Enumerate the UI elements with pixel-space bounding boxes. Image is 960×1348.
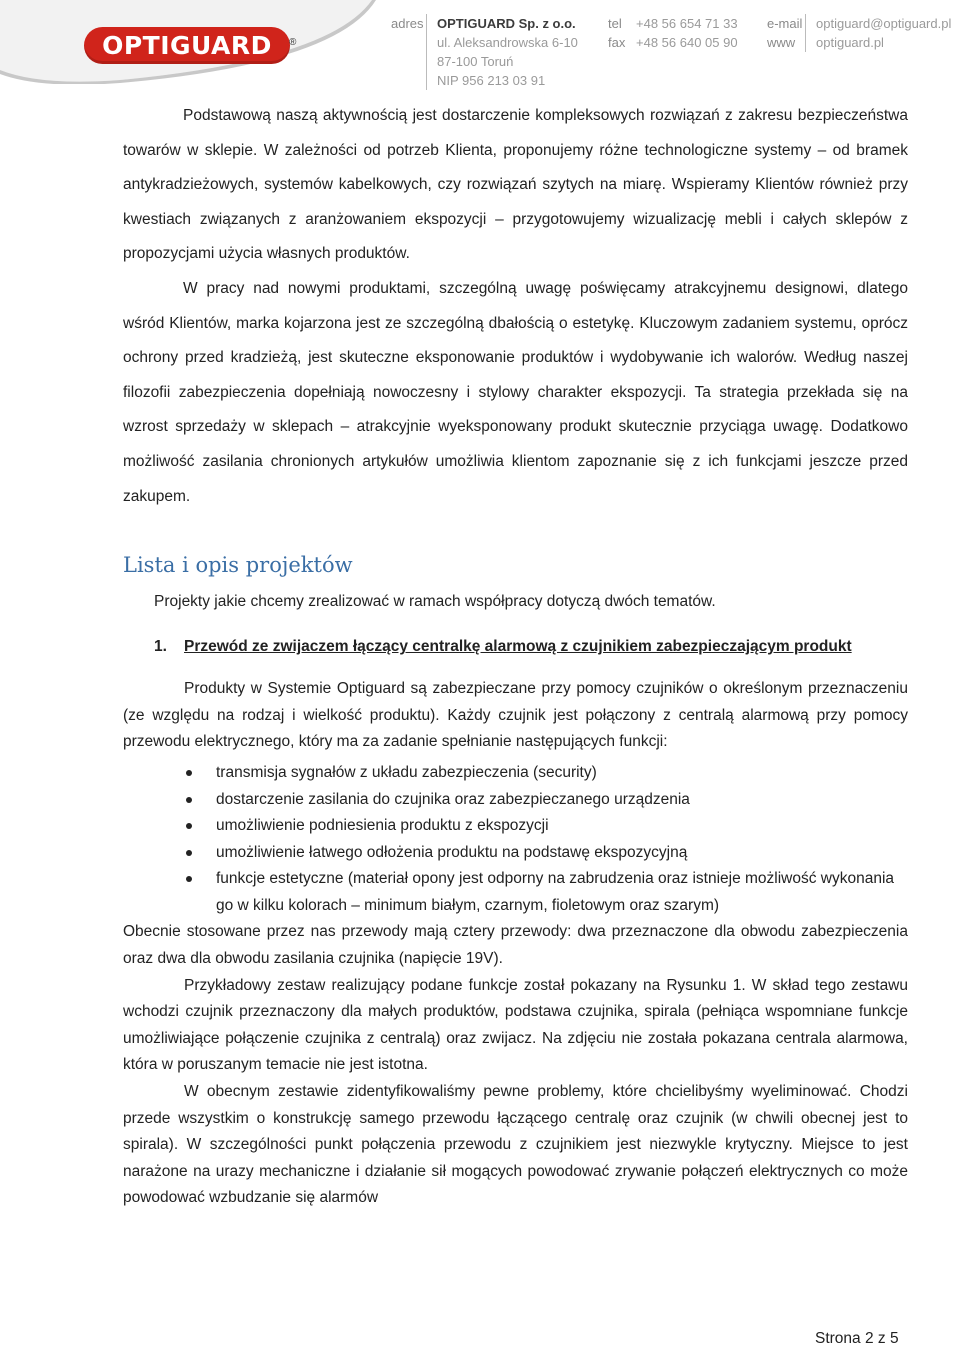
web-values bbox=[805, 14, 951, 52]
phone-labels: tel fax bbox=[608, 16, 626, 50]
intro-paragraph-1: Podstawową naszą aktywnością jest dostarczenie kompleksowych rozwiązań z zakresu bezpieczeństwa towarów w sklepie. W zależności od potrzeb Klienta, proponujemy różne technologiczne systemy – od bramek antykradzieżowych, systemów kabelkowych, czy rozwiązań szytych na miarę. Wspieramy Klientów również przy kwestiach związanych z aranżowaniem ekspozycji – przygotowujemy wizualizację mebli i całych sklepów z propozycjami użycia własnych produktów. bbox=[123, 107, 908, 263]
list-item: dostarczenie zasilania do czujnika oraz zabezpieczanego urządzenia bbox=[123, 787, 908, 814]
list-item: umożliwienie podniesienia produktu z ekspozycji bbox=[123, 813, 908, 840]
list-item: funkcje estetyczne (materiał opony jest odporny na zabrudzenia oraz istnieje możliwość wykonania go w kilku kolorach – minimum białym, czarnym, fioletowym oraz szarym) bbox=[123, 866, 908, 919]
page-number: Strona 2 z 5 bbox=[815, 1330, 899, 1347]
web-labels: e-mail www bbox=[767, 16, 803, 50]
optiguard-logo bbox=[84, 27, 290, 64]
project-paragraph-2: Obecnie stosowane przez nas przewody mają cztery przewody: dwa przeznaczone dla obwodu zabezpieczenia oraz dwa dla obwodu zasilania czujnika (napięcie 19V). bbox=[123, 923, 908, 968]
address-city: 87-100 Toruń bbox=[437, 54, 514, 69]
www-link[interactable]: optiguard.pl bbox=[816, 35, 884, 50]
tel-number: +48 56 654 71 33 bbox=[636, 16, 738, 31]
page-body bbox=[123, 99, 908, 1212]
list-item: umożliwienie łatwego odłożenia produktu na podstawę ekspozycyjną bbox=[123, 840, 908, 867]
project-number: 1. bbox=[154, 638, 167, 656]
project-paragraph-4: W obecnym zestawie zidentyfikowaliśmy pewne problemy, które chcielibyśmy wyeliminować. Chodzi przede wszystkim o konstrukcję samego przewodu łączącego centralę oraz czujnik (w chwili obecnej jest to spirala). W szczególności punkt połączenia przewodu z czujnikiem jest niezwykle krytyczny. Miejsce to jest narażone na urazy mechaniczne i działanie sił mogących powodować zrywanie połączeń elektrycznych co może powodować wzbudzanie się alarmów bbox=[123, 1083, 908, 1207]
letterhead bbox=[0, 0, 960, 88]
company-name: OPTIGUARD Sp. z o.o. bbox=[437, 16, 576, 31]
fax-number: +48 56 640 05 90 bbox=[636, 35, 738, 50]
intro-paragraph-2: W pracy nad nowymi produktami, szczególną uwagę poświęcamy atrakcyjnemu designowi, dlatego wśród Klientów, marka kojarzona jest ze szczególną dbałością o estetykę. Kluczowym zadaniem systemu, oprócz ochrony przed kradzieżą, jest skuteczne eksponowanie produktów i wydobywanie ich walorów. Według naszej filozofii zabezpieczenia dopełniają nowoczesny i stylowy charakter ekspozycji. Ta strategia przekłada się na wzrost sprzedaży w sklepach – atrakcyjnie wyeksponowany produkt skutecznie przyciąga uwagę. Dodatkowo możliwość zasilania chronionych artykułów umożliwia klientom zapoznanie się z ich funkcjami jeszcze przed zakupem. bbox=[123, 279, 908, 505]
address-label: adres bbox=[391, 16, 424, 31]
address-street: ul. Aleksandrowska 6-10 bbox=[437, 35, 578, 50]
project-paragraph-3: Przykładowy zestaw realizujący podane funkcje został pokazany na Rysunku 1. W skład tego zestawu wchodzi czujnik przeznaczony dla małych produktów, podstawa czujnika, spirala (pełniąca wspomniane funkcje umożliwiające połączenie czujnika z centralą) oraz zwijacz. Na zdjęciu nie została pokazana centrala alarmowa, która w poruszanym temacie nie jest istotna. bbox=[123, 976, 908, 1074]
address-nip: NIP 956 213 03 91 bbox=[437, 73, 546, 88]
project-paragraph-1: Produkty w Systemie Optiguard są zabezpieczane przy pomocy czujników o określonym przeznaczeniu (ze względu na rodzaj i wielkość produktu). Każdy czujnik jest połączony z centralą alarmową przy pomocy przewodu elektrycznego, który ma za zadanie spełnianie następujących funkcji: bbox=[123, 680, 908, 751]
logo-text: OPTIGUARD bbox=[102, 31, 272, 60]
email-link[interactable]: optiguard@optiguard.pl bbox=[816, 16, 952, 31]
project-title-text: Przewód ze zwijaczem łączący centralkę alarmową z czujnikiem zabezpieczającym produkt bbox=[184, 638, 852, 656]
project-title bbox=[123, 635, 908, 659]
phone-values bbox=[636, 14, 738, 52]
section-intro: Projekty jakie chcemy zrealizować w ramach współpracy dotyczą dwóch tematów. bbox=[154, 593, 716, 611]
section-heading: Lista i opis projektów bbox=[123, 553, 353, 578]
address-block bbox=[426, 14, 578, 90]
list-item: transmisja sygnałów z układu zabezpieczenia (security) bbox=[123, 760, 908, 787]
registered-mark: ® bbox=[289, 37, 297, 48]
function-list bbox=[123, 760, 908, 920]
